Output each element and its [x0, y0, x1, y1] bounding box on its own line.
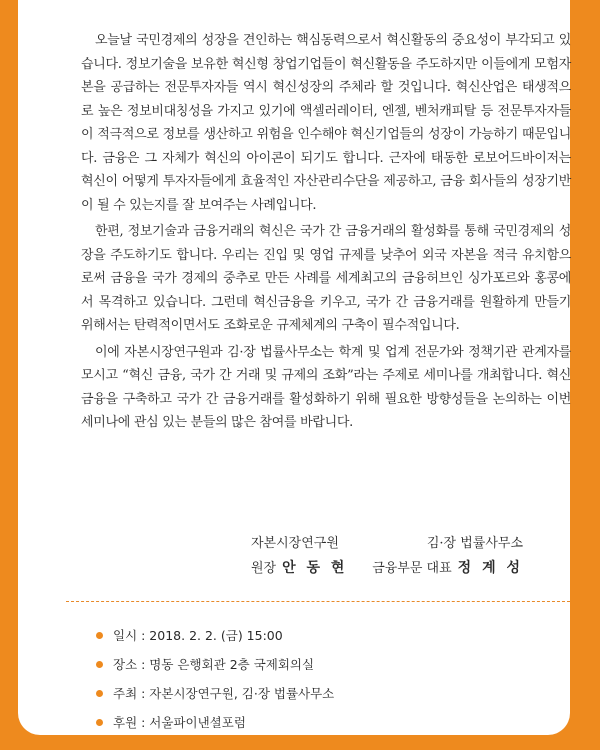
bullet-dot-icon: [96, 719, 103, 726]
event-info-list: [96, 621, 334, 737]
signature-right-org: 김·장 법률사무소: [426, 536, 523, 551]
signature-right: [372, 532, 523, 581]
bullet-dot-icon: [96, 661, 103, 668]
info-text-venue: 장소 : 명동 은행회관 2층 국제회의실: [113, 656, 315, 672]
signature-right-role: 금융부문 대표: [372, 561, 452, 576]
bullet-dot-icon: [96, 690, 103, 697]
info-text-sponsor: 후원 : 서울파이낸셜포럼: [113, 714, 246, 730]
signature-left-org: 자본시장연구원: [251, 536, 339, 551]
signature-left: [251, 532, 347, 581]
paragraph-3: 이에 자본시장연구원과 김·장 법률사무소는 학계 및 업계 전문가와 정책기관 관계자를 모시고 “혁신 금융, 국가 간 거래 및 규제의 조화”라는 주제로 세미나를 개최합니다. 혁신 금융을 구축하고 국가 간 금융거래를 활성화하기 위해 필요한 방향성들을 논의하는 이번 세미나에 관심 있는 분들의 많은 참여를 바랍니다.: [81, 344, 571, 430]
info-item-date: [96, 621, 334, 650]
signature-right-name: 정 계 성: [457, 560, 523, 576]
signature-left-line: [251, 556, 347, 581]
info-item-sponsor: [96, 708, 334, 737]
signature-left-name: 안 동 현: [282, 560, 348, 576]
invitation-card: [18, 0, 570, 735]
paragraph-2: 한편, 정보기술과 금융거래의 혁신은 국가 간 금융거래의 활성화를 통해 국민경제의 성장을 주도하기도 합니다. 우리는 진입 및 영업 규제를 낮추어 외국 자본을 적극 유치함으로써 금융을 국가 경제의 중추로 만든 사례를 세계최고의 금융허브인 싱가포르와 홍콩에서 목격하고 있습니다. 그런데 혁신금융을 키우고, 국가 간 금융거래를 원활하게 만들기 위해서는 탄력적이면서도 조화로운 규제체계의 구축이 필수적입니다.: [81, 224, 571, 333]
paragraph-1: 오늘날 국민경제의 성장을 견인하는 핵심동력으로서 혁신활동의 중요성이 부각되고 있습니다. 정보기술을 보유한 혁신형 창업기업들이 혁신활동을 주도하지만 이들에게 모험자본을 공급하는 전문투자자들 역시 혁신성장의 주체라 할 것입니다. 혁신산업은 태생적으로 높은 정보비대칭성을 가지고 있기에 액셀러레이터, 엔젤, 벤처캐피탈 등 전문투자자들이 적극적으로 정보를 생산하고 위험을 인수해야 혁신기업들의 성장이 가능하기 때문입니다. 금융은 그 자체가 혁신의 아이콘이 되기도 합니다. 근자에 태동한 로보어드바이저는 혁신이 어떻게 투자자들에게 효율적인 자산관리수단을 제공하고, 금융 회사들의 성장기반이 될 수 있는지를 잘 보여주는 사례입니다.: [81, 33, 571, 213]
bullet-dot-icon: [96, 632, 103, 639]
info-item-venue: [96, 650, 334, 679]
info-text-date: 일시 : 2018. 2. 2. (금) 15:00: [113, 627, 283, 643]
info-text-host: 주최 : 자본시장연구원, 김·장 법률사무소: [113, 685, 335, 701]
signature-right-line: [372, 556, 523, 581]
dashed-divider: [66, 601, 570, 602]
info-item-host: [96, 679, 334, 708]
invitation-body: [81, 29, 571, 438]
signature-left-role: 원장: [251, 561, 277, 576]
